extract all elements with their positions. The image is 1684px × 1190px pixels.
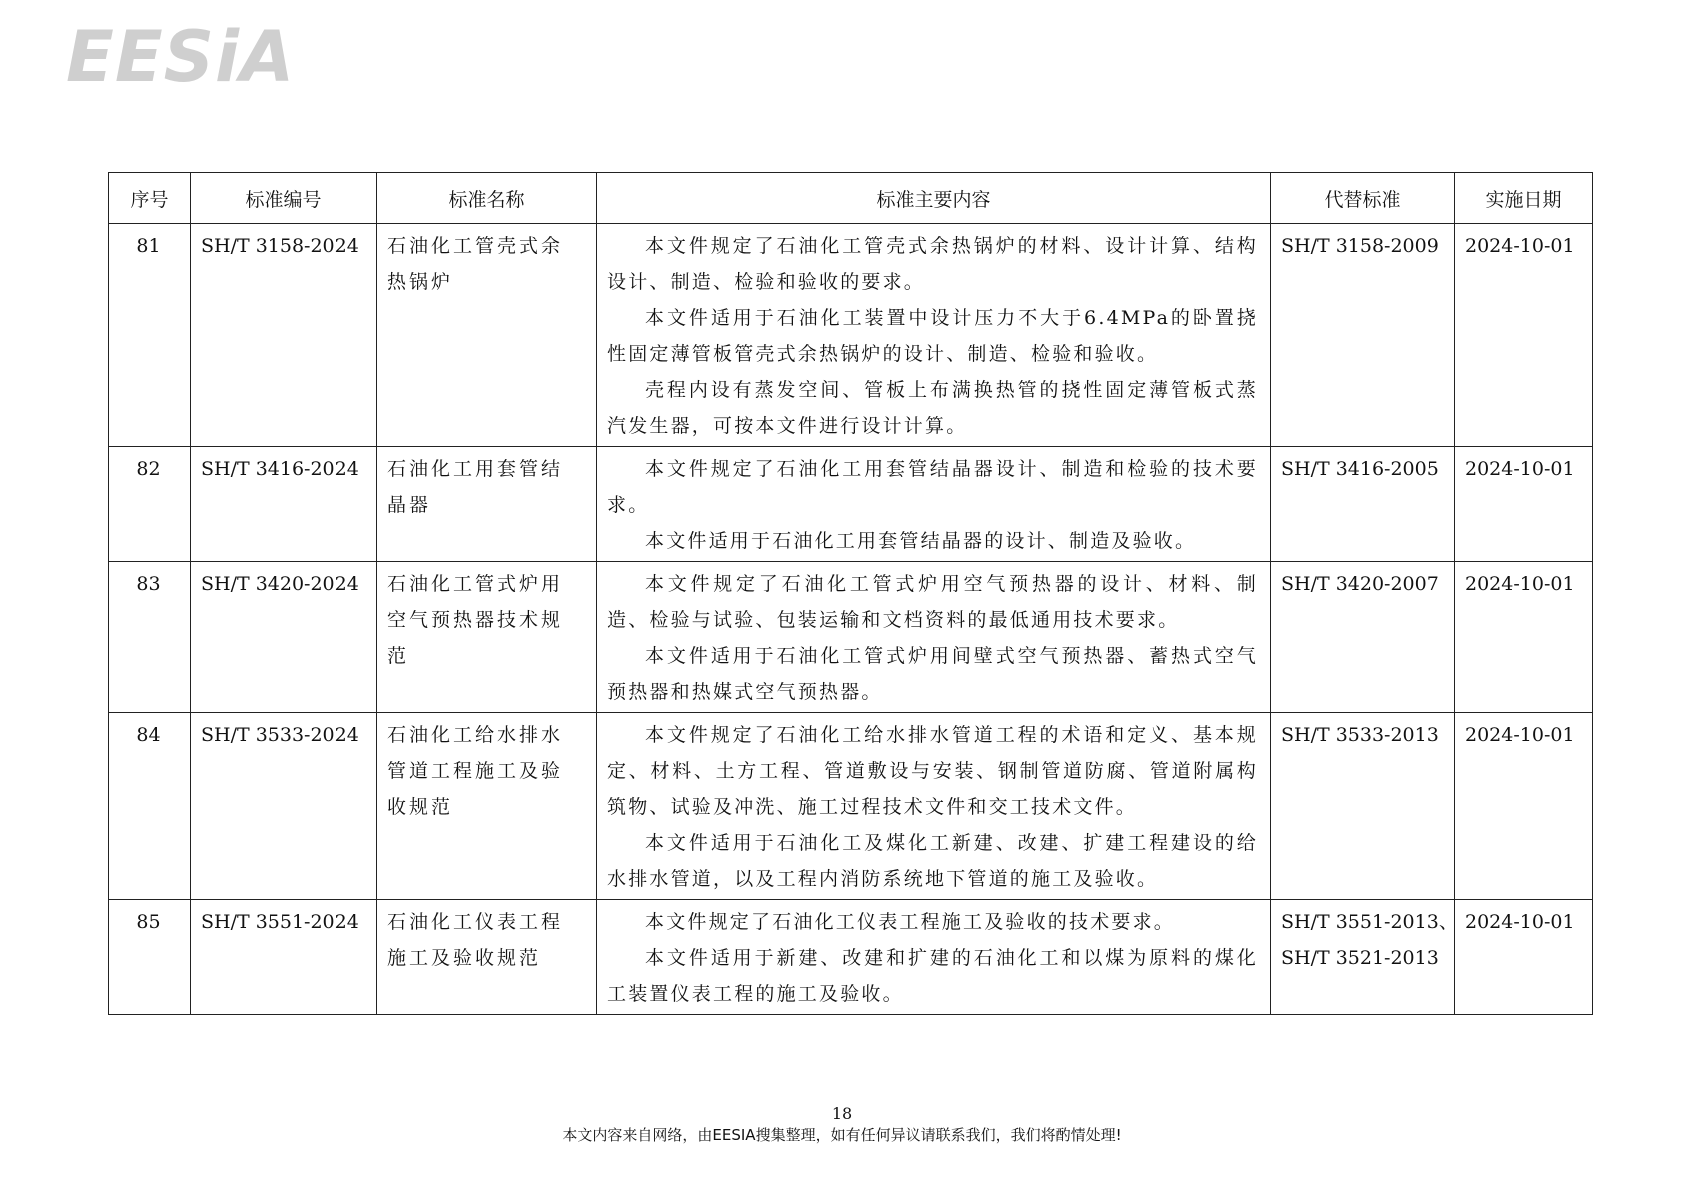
header-code: 标准编号 — [191, 173, 377, 224]
content-paragraph: 本文件适用于新建、改建和扩建的石油化工和以煤为原料的煤化工装置仪表工程的施工及验收。 — [607, 947, 1258, 1005]
row-date: 2024-10-01 — [1455, 900, 1593, 1015]
row-replaced — [1271, 224, 1455, 447]
row-seq: 85 — [109, 900, 191, 1015]
table-row — [109, 900, 1593, 1015]
row-replaced — [1271, 447, 1455, 562]
row-code: SH/T 3158-2024 — [191, 224, 377, 447]
table-header-row — [109, 173, 1593, 224]
row-content — [597, 447, 1271, 562]
replaced-standard: SH/T 3521-2013 — [1281, 947, 1439, 969]
replaced-standard: SH/T 3416-2005 — [1281, 458, 1439, 480]
row-seq: 81 — [109, 224, 191, 447]
content-paragraph: 本文件适用于石油化工管式炉用间壁式空气预热器、蓄热式空气预热器和热媒式空气预热器。 — [607, 645, 1258, 703]
row-name: 石油化工管式炉用空气预热器技术规范 — [377, 562, 597, 713]
content-paragraph: 本文件规定了石油化工管式炉用空气预热器的设计、材料、制造、检验与试验、包装运输和文档资料的最低通用技术要求。 — [607, 573, 1258, 631]
row-name: 石油化工仪表工程施工及验收规范 — [377, 900, 597, 1015]
row-seq: 82 — [109, 447, 191, 562]
row-content — [597, 224, 1271, 447]
row-replaced — [1271, 900, 1458, 1015]
table-row — [109, 447, 1593, 562]
row-replaced — [1271, 562, 1455, 713]
replaced-standard: SH/T 3551-2013、 — [1281, 911, 1458, 933]
row-content — [597, 562, 1271, 713]
content-paragraph: 壳程内设有蒸发空间、管板上布满换热管的挠性固定薄管板式蒸汽发生器，可按本文件进行设计计算。 — [607, 379, 1258, 437]
header-date: 实施日期 — [1455, 173, 1593, 224]
row-replaced — [1271, 713, 1455, 900]
page-number: 18 — [831, 1104, 853, 1123]
row-content — [597, 900, 1271, 1015]
row-date: 2024-10-01 — [1455, 562, 1593, 713]
row-code: SH/T 3533-2024 — [191, 713, 377, 900]
row-date: 2024-10-01 — [1455, 224, 1593, 447]
table-row — [109, 562, 1593, 713]
content-paragraph: 本文件适用于石油化工用套管结晶器的设计、制造及验收。 — [645, 530, 1197, 552]
header-content: 标准主要内容 — [597, 173, 1271, 224]
header-name: 标准名称 — [377, 173, 597, 224]
row-name: 石油化工给水排水管道工程施工及验收规范 — [377, 713, 597, 900]
replaced-standard: SH/T 3158-2009 — [1281, 235, 1439, 257]
table-row — [109, 713, 1593, 900]
content-paragraph: 本文件规定了石油化工给水排水管道工程的术语和定义、基本规定、材料、土方工程、管道敷设与安装、钢制管道防腐、管道附属构筑物、试验及冲洗、施工过程技术文件和交工技术文件。 — [607, 724, 1258, 818]
row-name: 石油化工管壳式余热锅炉 — [377, 224, 597, 447]
content-paragraph: 本文件规定了石油化工仪表工程施工及验收的技术要求。 — [645, 911, 1176, 933]
row-seq: 83 — [109, 562, 191, 713]
content-paragraph: 本文件规定了石油化工管壳式余热锅炉的材料、设计计算、结构设计、制造、检验和验收的要求。 — [607, 235, 1258, 293]
footer-disclaimer: 本文内容来自网络，由EESIA搜集整理，如有任何异议请联系我们，我们将酌情处理! — [562, 1126, 1122, 1144]
row-code: SH/T 3420-2024 — [191, 562, 377, 713]
row-code: SH/T 3416-2024 — [191, 447, 377, 562]
row-content — [597, 713, 1271, 900]
content-paragraph: 本文件规定了石油化工用套管结晶器设计、制造和检验的技术要求。 — [607, 458, 1258, 516]
eesia-logo: EESiA — [66, 16, 296, 98]
content-paragraph: 本文件适用于石油化工装置中设计压力不大于6.4MPa的卧置挠性固定薄管板管壳式余热锅炉的设计、制造、检验和验收。 — [607, 307, 1258, 365]
content-paragraph: 本文件适用于石油化工及煤化工新建、改建、扩建工程建设的给水排水管道，以及工程内消防系统地下管道的施工及验收。 — [607, 832, 1258, 890]
table-row — [109, 224, 1593, 447]
header-replaced: 代替标准 — [1271, 173, 1455, 224]
row-date: 2024-10-01 — [1455, 713, 1593, 900]
replaced-standard: SH/T 3533-2013 — [1281, 724, 1439, 746]
row-date: 2024-10-01 — [1455, 447, 1593, 562]
row-code: SH/T 3551-2024 — [191, 900, 377, 1015]
row-seq: 84 — [109, 713, 191, 900]
standards-table — [108, 172, 1593, 1015]
row-name: 石油化工用套管结晶器 — [377, 447, 597, 562]
replaced-standard: SH/T 3420-2007 — [1281, 573, 1439, 595]
header-seq: 序号 — [109, 173, 191, 224]
